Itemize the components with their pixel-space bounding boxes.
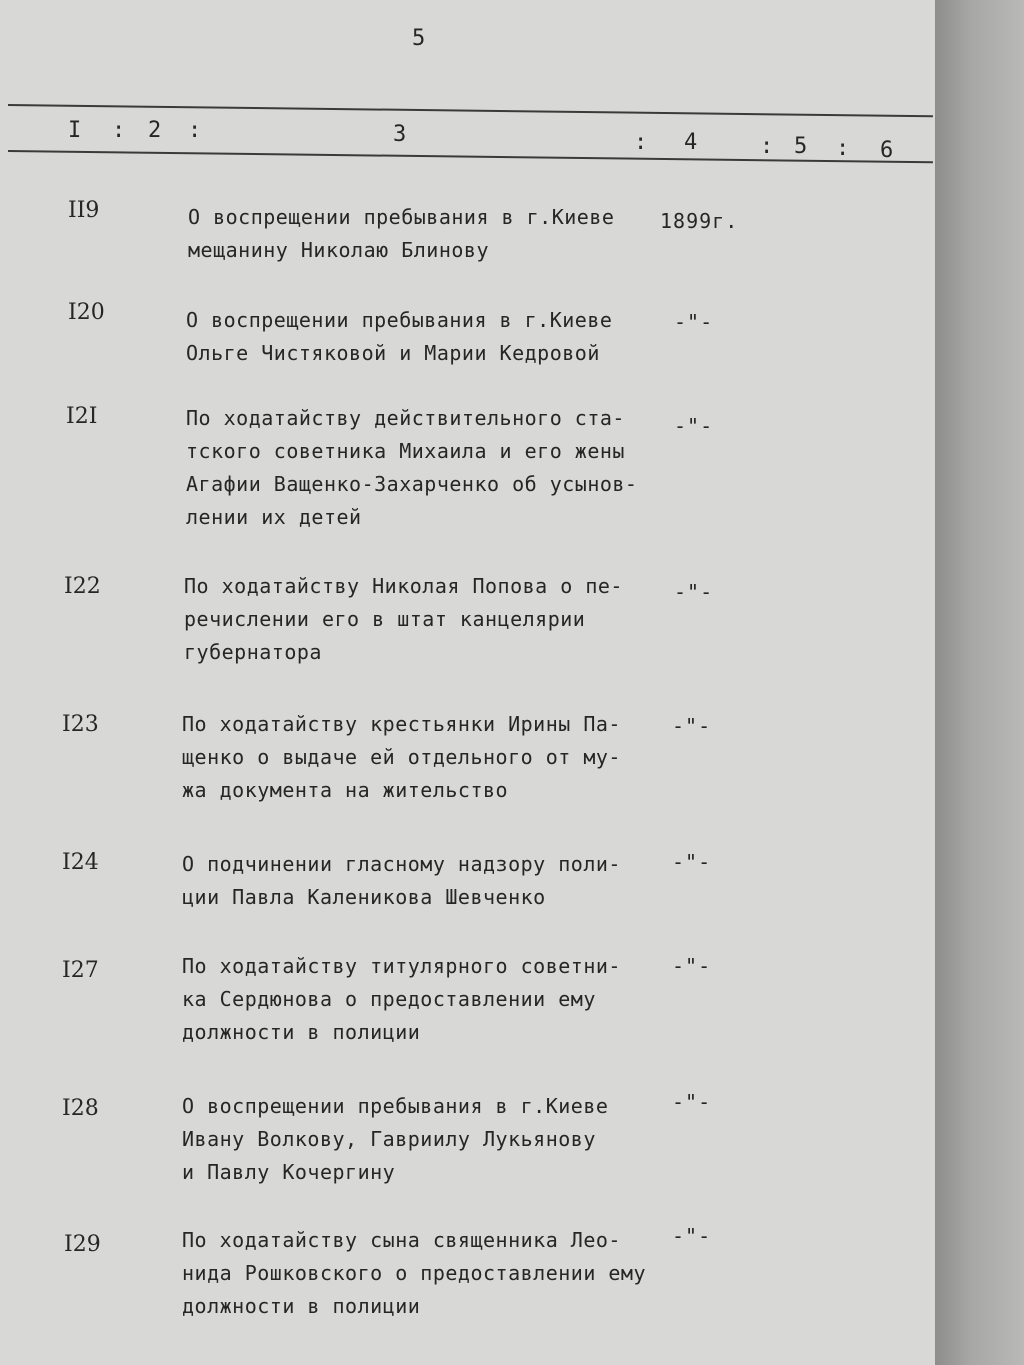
column-header-2: 2 — [148, 118, 164, 143]
entry-title: О воспрещении пребывания в г.Киеве Ольге Чистяковой и Марии Кедровой — [186, 308, 613, 365]
entry-date: 1899г. — [660, 209, 739, 233]
entry-title: По ходатайству Николая Попова о пе- речислении его в штат канцелярии губернатора — [184, 574, 623, 664]
entry-number: I23 — [62, 712, 99, 737]
column-header-6: 6 — [880, 138, 896, 163]
entry-title: По ходатайству действительного ста- тского советника Михаила и его жены Агафии Ващенко-Захарченко об усынов- лении их детей — [186, 406, 638, 529]
column-separator: : — [188, 118, 204, 143]
entry-number: I24 — [62, 850, 99, 875]
column-separator: : — [634, 130, 650, 155]
page-edge-shadow — [935, 0, 1024, 1365]
entry-number: I2I — [66, 404, 98, 429]
entry-title: По ходатайству титулярного советни- ка Сердюнова о предоставлении ему должности в полиции — [182, 954, 621, 1044]
entry-title: О подчинении гласному надзору поли- ции Павла Каленикова Шевченко — [182, 852, 621, 909]
entry-title: По ходатайству крестьянки Ирины Па- щенко о выдаче ей отдельного от му- жа документа на жительство — [182, 712, 621, 802]
column-header-5: 5 — [794, 134, 810, 159]
entry-date: -"- — [674, 580, 714, 604]
entry-date: -"- — [672, 1224, 712, 1248]
column-separator: : — [760, 134, 776, 159]
entry-number: I28 — [62, 1096, 99, 1121]
entry-date: -"- — [672, 714, 712, 738]
entry-title: О воспрещении пребывания в г.Киеве Ивану Волкову, Гавриилу Лукьянову и Павлу Кочергину — [182, 1094, 609, 1184]
entry-date: -"- — [672, 850, 712, 874]
entry-number: II9 — [68, 198, 100, 223]
header-top-rule — [8, 104, 933, 117]
column-header-4: 4 — [684, 130, 700, 155]
entry-date: -"- — [674, 310, 714, 334]
column-separator: : — [112, 118, 128, 143]
column-header-1: I — [68, 118, 84, 143]
entry-number: I22 — [64, 574, 101, 599]
column-header-3: 3 — [393, 122, 409, 147]
entry-title: О воспрещении пребывания в г.Киеве мещанину Николаю Блинову — [188, 205, 615, 262]
entry-number: I27 — [62, 958, 99, 983]
column-separator: : — [836, 136, 852, 161]
entry-date: -"- — [672, 1090, 712, 1114]
entry-number: I29 — [64, 1232, 101, 1257]
entry-date: -"- — [672, 954, 712, 978]
entry-number: I20 — [68, 300, 105, 325]
page-number: 5 — [412, 26, 426, 51]
entry-date: -"- — [674, 414, 714, 438]
entry-title: По ходатайству сына священника Лео- нида Рошковского о предоставлении ему должности в полиции — [182, 1228, 647, 1318]
